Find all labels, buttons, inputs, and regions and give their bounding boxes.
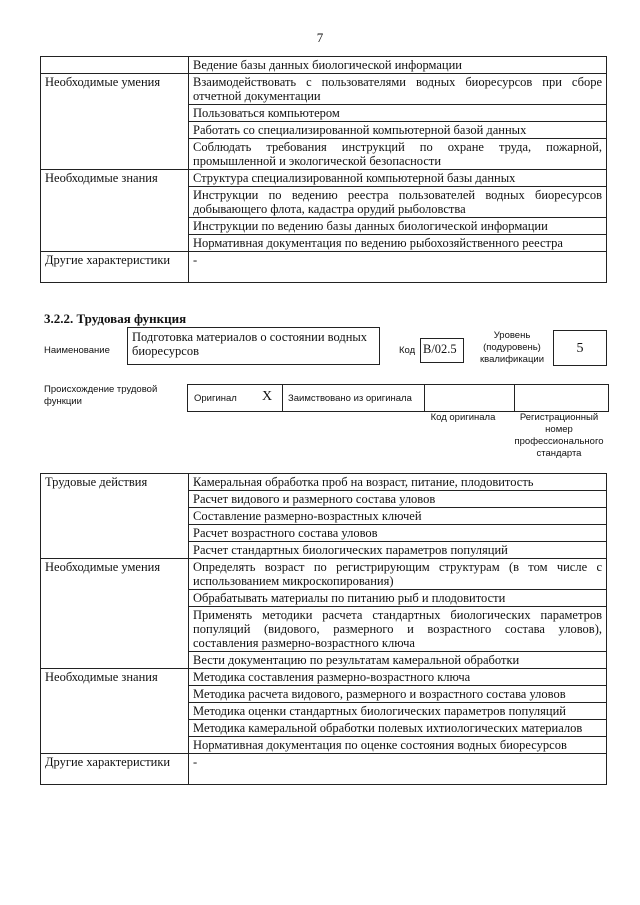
original-mark: X (262, 389, 273, 404)
table-row (41, 474, 607, 491)
row-text: Камеральная обработка проб на возраст, питание, плодовитость (189, 474, 607, 491)
origin-divider (514, 385, 515, 411)
origin-box (187, 384, 609, 412)
table-row (41, 669, 607, 686)
row-text: Инструкции по ведению реестра пользователей водных биоресурсов добывающего флота, кадастра орудий рыболовства (189, 187, 607, 218)
skills-table-continued (40, 56, 607, 283)
table-row (41, 170, 607, 187)
level-value: 5 (553, 330, 607, 366)
row-text: Нормативная документация по ведению рыбохозяйственного реестра (189, 235, 607, 252)
row-label: Необходимые умения (41, 559, 189, 669)
table-row (41, 754, 607, 785)
origin-label: Происхождение трудовой функции (44, 384, 158, 407)
table-row (41, 559, 607, 590)
row-label: Необходимые знания (41, 669, 189, 754)
row-text: Расчет видового и размерного состава уловов (189, 491, 607, 508)
origin-divider (424, 385, 425, 411)
row-text: Определять возраст по регистрирующим структурам (в том числе с использованием микроскопирования) (189, 559, 607, 590)
labor-function-table (40, 473, 607, 785)
row-text: Расчет возрастного состава уловов (189, 525, 607, 542)
row-text: Расчет стандартных биологических параметров популяций (189, 542, 607, 559)
row-text: Методика составления размерно-возрастного ключа (189, 669, 607, 686)
row-label: Необходимые умения (41, 74, 189, 170)
row-text: Методика оценки стандартных биологических параметров популяций (189, 703, 607, 720)
row-text: Применять методики расчета стандартных биологических параметров популяций (видового, размерного и возрастного состава уловов), составления размерно-возрастного ключа (189, 607, 607, 652)
table-row (41, 252, 607, 283)
row-text: Взаимодействовать с пользователями водных биоресурсов при сборе отчетной документации (189, 74, 607, 105)
code-original-label: Код оригинала (430, 412, 496, 423)
reg-number-label: Регистрационный номер профессионального стандарта (514, 412, 604, 459)
row-label: Другие характеристики (41, 252, 189, 283)
row-text: Работать со специализированной компьютерной базой данных (189, 122, 607, 139)
row-text: - (189, 754, 607, 785)
row-text: Соблюдать требования инструкций по охране труда, пожарной, промышленной и экологической безопасности (189, 139, 607, 170)
name-label: Наименование (44, 345, 110, 356)
row-text: Структура специализированной компьютерной базы данных (189, 170, 607, 187)
origin-divider (282, 385, 283, 411)
row-text: Нормативная документация по оценке состояния водных биоресурсов (189, 737, 607, 754)
row-text: Методика камеральной обработки полевых ихтиологических материалов (189, 720, 607, 737)
level-label: Уровень (подуровень) квалификации (479, 330, 545, 365)
row-label: Необходимые знания (41, 170, 189, 252)
row-label: Трудовые действия (41, 474, 189, 559)
borrowed-label: Заимствовано из оригинала (288, 393, 412, 404)
row-text: Составление размерно-возрастных ключей (189, 508, 607, 525)
table-row (41, 74, 607, 105)
row-label: Другие характеристики (41, 754, 189, 785)
row-text: Методика расчета видового, размерного и возрастного состава уловов (189, 686, 607, 703)
section-title: 3.2.2. Трудовая функция (44, 311, 187, 326)
table-row (41, 57, 607, 74)
row-label (41, 57, 189, 74)
row-text: - (189, 252, 607, 283)
original-label: Оригинал (194, 393, 237, 404)
row-text: Инструкции по ведению базы данных биологической информации (189, 218, 607, 235)
row-text: Пользоваться компьютером (189, 105, 607, 122)
name-value: Подготовка материалов о состоянии водных биоресурсов (127, 327, 380, 365)
page-number: 7 (316, 30, 324, 45)
row-text: Вести документацию по результатам камеральной обработки (189, 652, 607, 669)
code-value: B/02.5 (420, 338, 464, 363)
row-text: Ведение базы данных биологической информации (189, 57, 607, 74)
row-text: Обрабатывать материалы по питанию рыб и плодовитости (189, 590, 607, 607)
code-label: Код (399, 345, 416, 356)
